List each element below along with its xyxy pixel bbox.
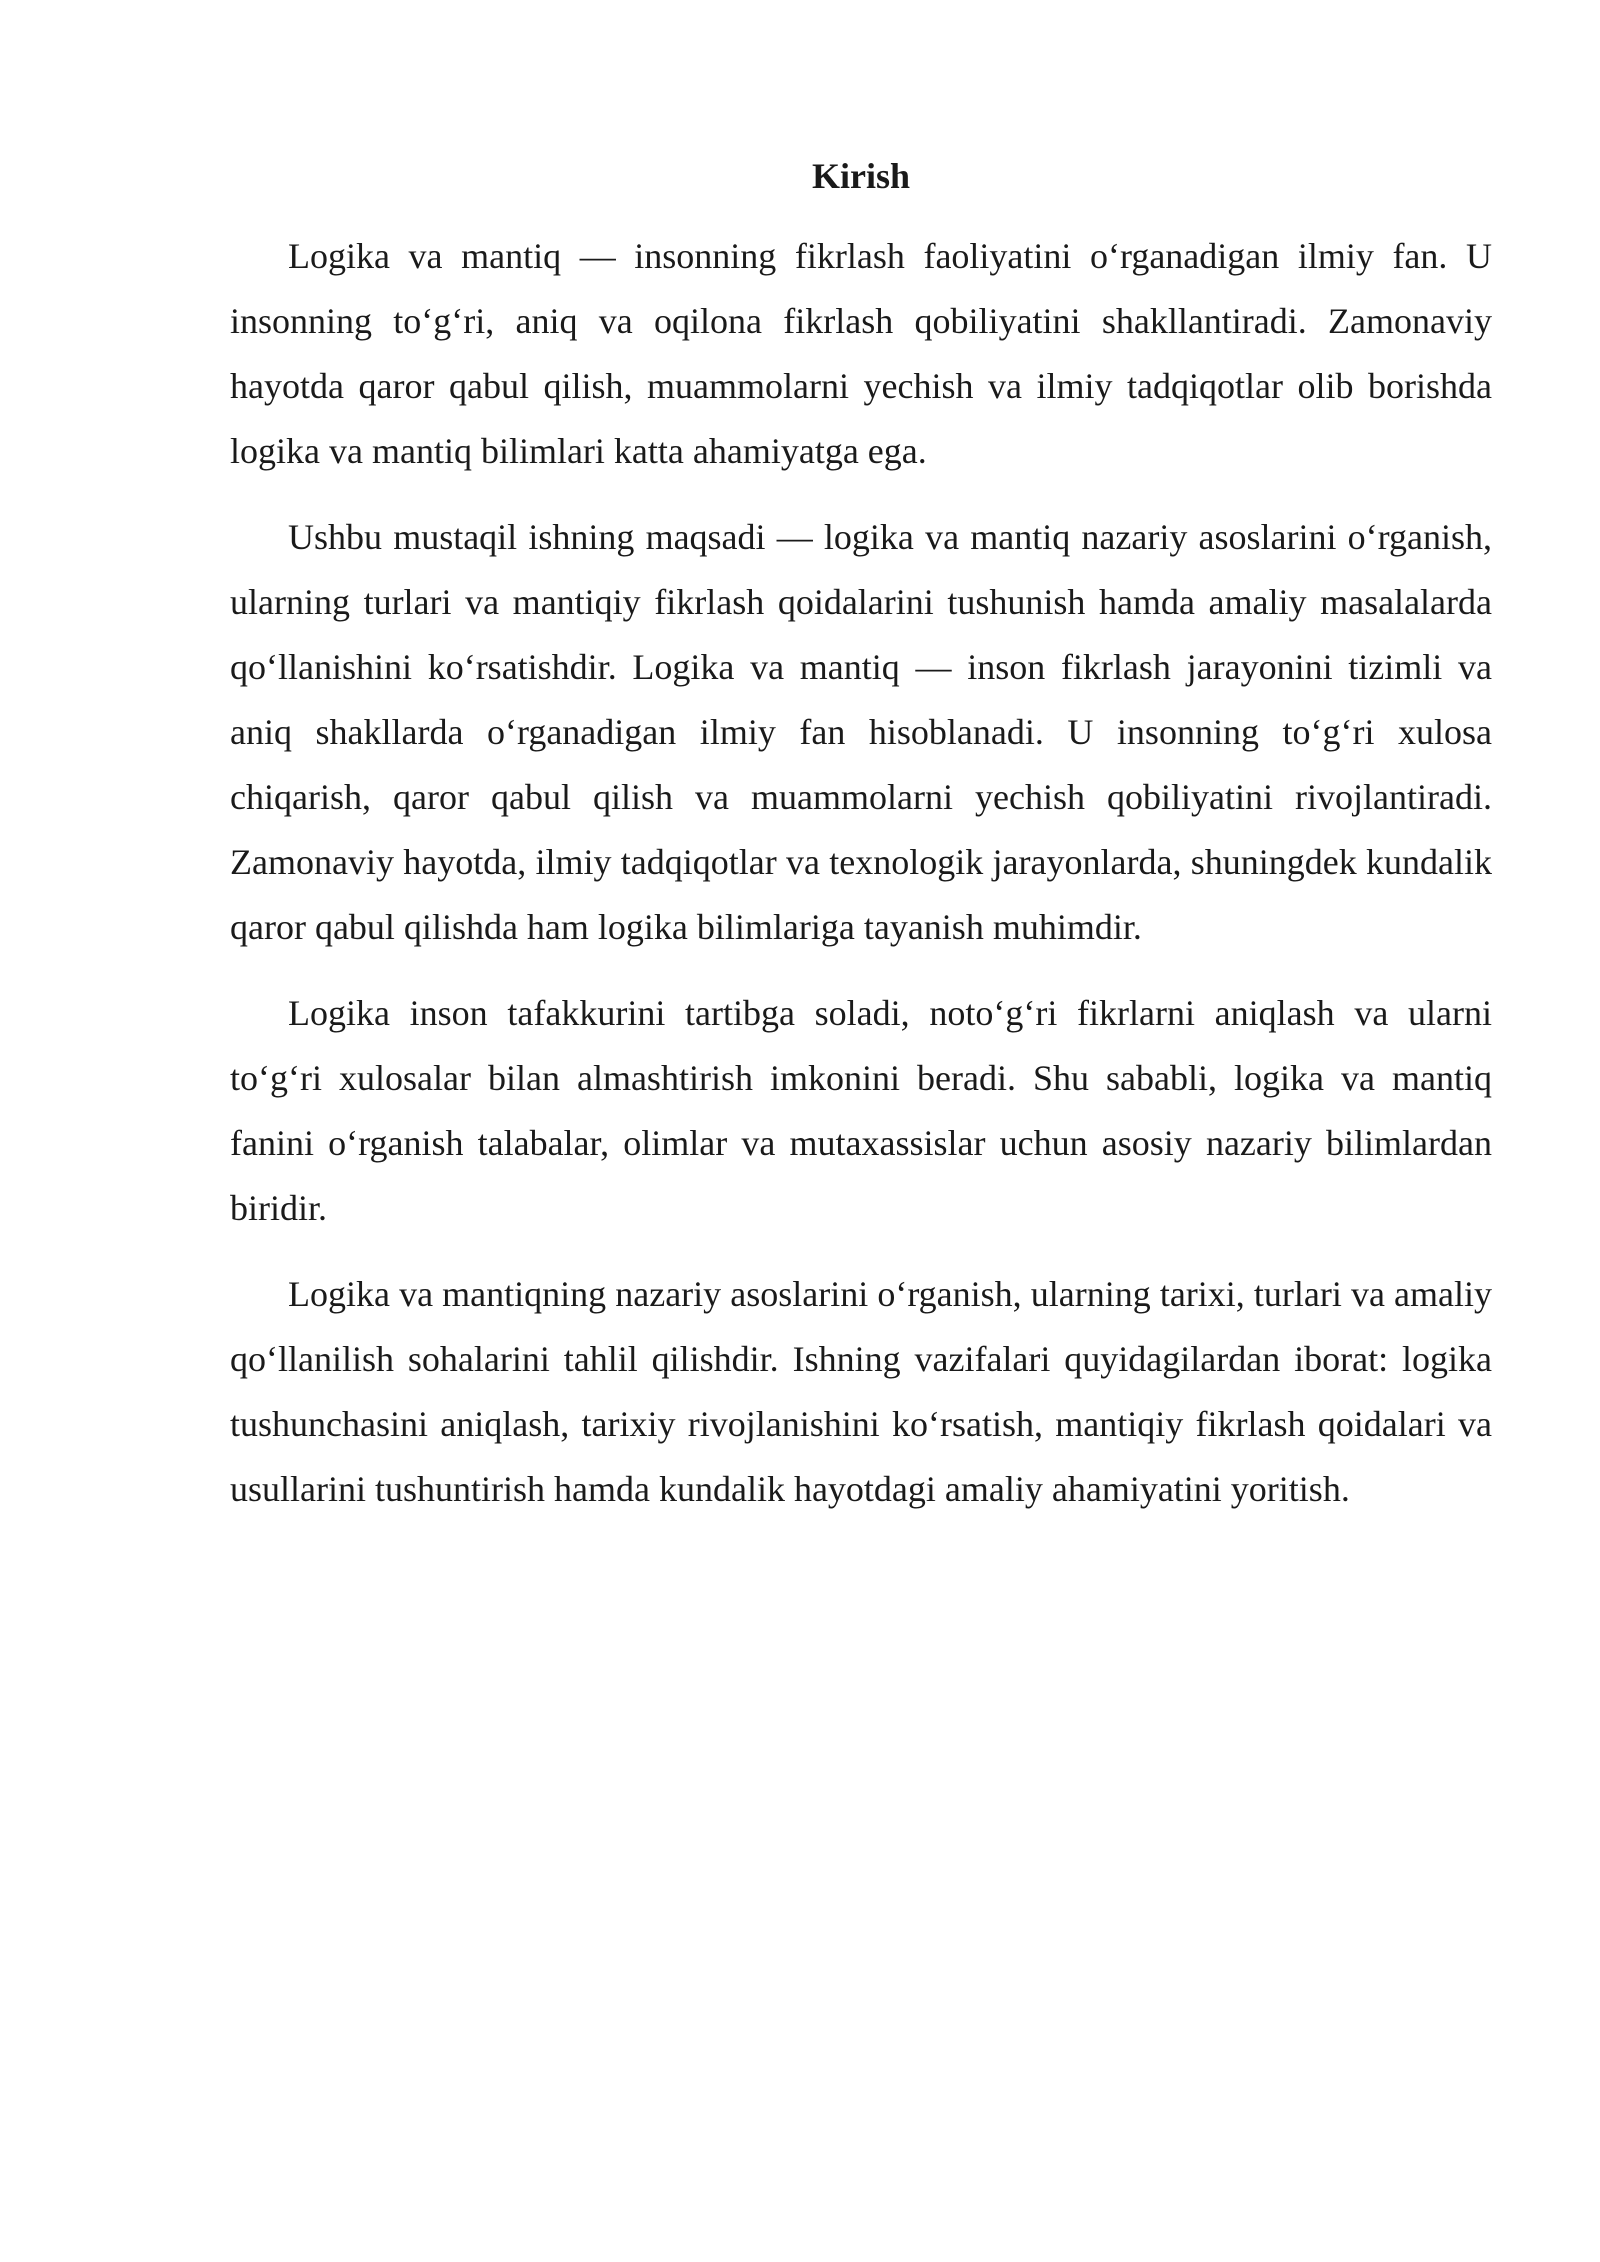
document-body [230, 148, 1492, 1543]
paragraph: Logika va mantiqning nazariy asoslarini o‘rganish, ularning tarixi, turlari va amaliy qo‘llanilish sohalarini tahlil qilishdir. Ishning vazifalari quyidagilardan iborat: logika tushunchasini aniqlash, tarixiy rivojlanishini ko‘rsatish, mantiqiy fikrlash qoidalari va usullarini tushuntirish hamda kundalik hayotdagi amaliy ahamiyatini yoritish. [230, 1274, 1492, 1509]
paragraph: Logika inson tafakkurini tartibga soladi, noto‘g‘ri fikrlarni aniqlash va ularni to‘g‘ri xulosalar bilan almashtirish imkonini beradi. Shu sababli, logika va mantiq fanini o‘rganish talabalar, olimlar va mutaxassislar uchun asosiy nazariy bilimlardan biridir. [230, 993, 1492, 1228]
paragraph: Logika va mantiq — insonning fikrlash faoliyatini o‘rganadigan ilmiy fan. U insonning to‘g‘ri, aniq va oqilona fikrlash qobiliyatini shakllantiradi. Zamonaviy hayotda qaror qabul qilish, muammolarni yechish va ilmiy tadqiqotlar olib borishda logika va mantiq bilimlari katta ahamiyatga ega. [230, 236, 1492, 471]
document-title: Kirish [811, 156, 910, 196]
paragraph: Ushbu mustaqil ishning maqsadi — logika va mantiq nazariy asoslarini o‘rganish, ularning turlari va mantiqiy fikrlash qoidalarini tushunish hamda amaliy masalalarda qo‘llanishini ko‘rsatishdir. Logika va mantiq — inson fikrlash jarayonini tizimli va aniq shakllarda o‘rganadigan ilmiy fan hisoblanadi. U insonning to‘g‘ri xulosa chiqarish, qaror qabul qilish va muammolarni yechish qobiliyatini rivojlantiradi. Zamonaviy hayotda, ilmiy tadqiqotlar va texnologik jarayonlarda, shuningdek kundalik qaror qabul qilishda ham logika bilimlariga tayanish muhimdir. [230, 517, 1492, 947]
